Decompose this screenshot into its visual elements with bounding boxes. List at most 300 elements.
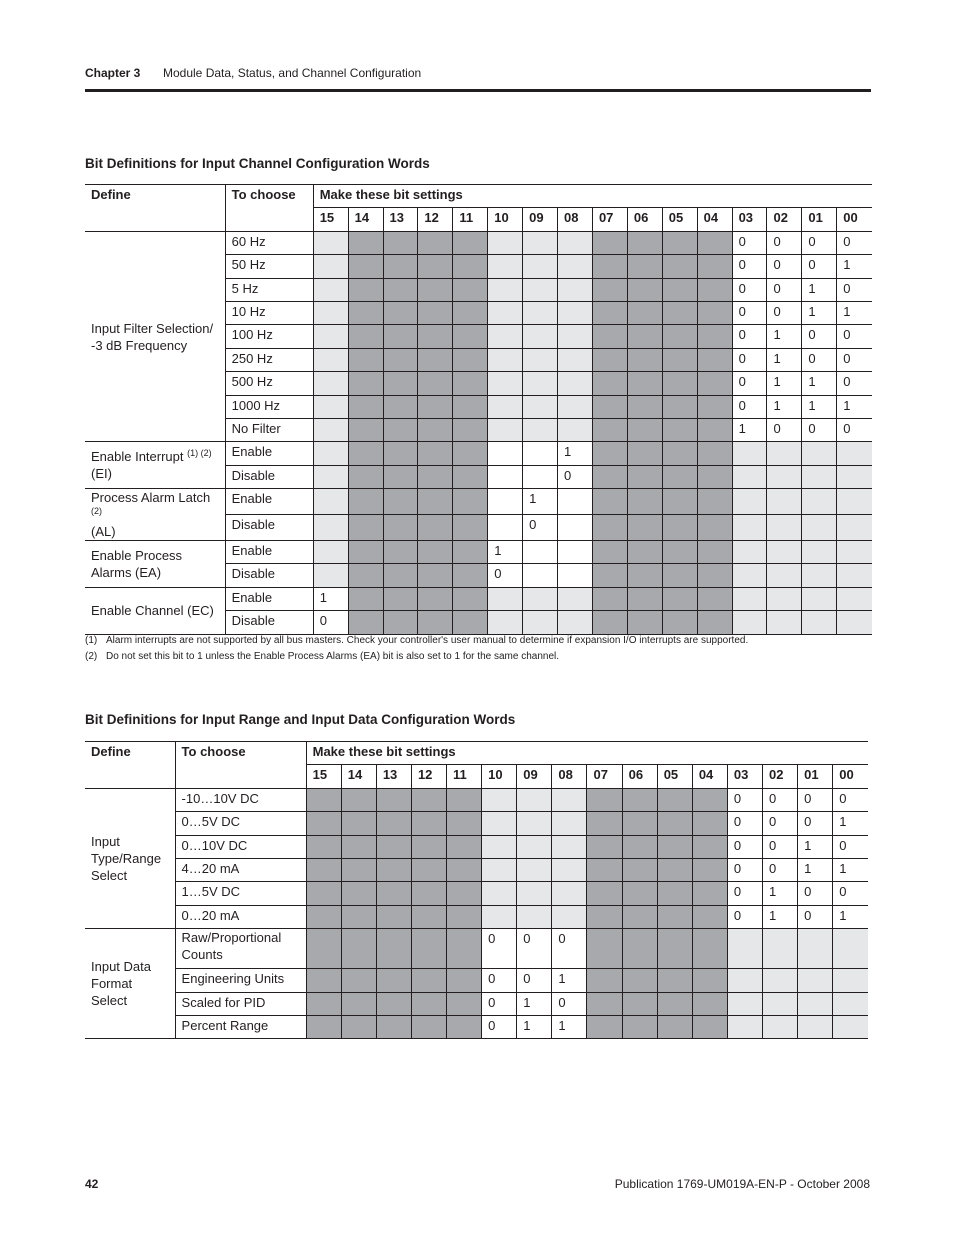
bit-header-03: 03 <box>727 765 762 788</box>
bit-cell <box>482 812 517 835</box>
bit-cell <box>411 929 446 969</box>
bit-cell: 0 <box>837 231 872 254</box>
bit-cell <box>383 541 418 564</box>
bit-cell <box>558 395 593 418</box>
page-number: 42 <box>85 1177 99 1191</box>
bit-cell: 0 <box>798 812 833 835</box>
bit-cell <box>802 465 837 488</box>
bit-cell: 1 <box>798 835 833 858</box>
bit-cell <box>313 541 348 564</box>
bit-cell <box>732 611 767 634</box>
bit-cell <box>662 541 697 564</box>
bit-cell <box>837 465 872 488</box>
footnote-2: (2) Do not set this bit to 1 unless the Enable Process Alarms (EA) bit is also set to 1 for the same channel. <box>85 651 560 662</box>
bit-header-01: 01 <box>798 765 833 788</box>
bit-cell <box>592 395 627 418</box>
bit-cell <box>732 541 767 564</box>
bit-cell <box>523 231 558 254</box>
bit-cell <box>348 564 383 587</box>
bit-cell <box>341 992 376 1015</box>
chapter-title: Module Data, Status, and Channel Configuration <box>163 66 422 80</box>
bit-cell <box>727 929 762 969</box>
table-row <box>85 788 868 811</box>
choose-cell: Enable <box>225 541 313 564</box>
table-row <box>85 882 868 905</box>
bit-cell: 1 <box>837 301 872 324</box>
bit-cell <box>313 395 348 418</box>
bit-cell <box>592 442 627 465</box>
bit-cell: 1 <box>488 541 523 564</box>
bit-cell <box>587 882 622 905</box>
table-row <box>85 587 872 610</box>
bit-cell <box>697 489 732 515</box>
choose-cell: Enable <box>225 442 313 465</box>
bit-cell <box>306 882 341 905</box>
bit-cell <box>657 905 692 928</box>
bit-cell <box>657 882 692 905</box>
bit-cell <box>802 564 837 587</box>
bit-cell <box>306 858 341 881</box>
bit-cell <box>587 929 622 969</box>
bit-header-00: 00 <box>837 208 872 231</box>
col-define-header: Define <box>85 742 175 789</box>
bit-cell <box>348 325 383 348</box>
bit-cell: 1 <box>802 372 837 395</box>
bit-cell <box>592 301 627 324</box>
bit-cell <box>313 372 348 395</box>
bit-cell: 0 <box>837 418 872 441</box>
bit-cell <box>418 442 453 465</box>
define-cell <box>85 788 175 928</box>
choose-cell: Disable <box>225 465 313 488</box>
table-row <box>85 905 868 928</box>
bit-cell <box>558 348 593 371</box>
col-choose-header: To choose <box>175 742 306 789</box>
define-cell <box>85 929 175 1039</box>
bit-cell: 0 <box>837 325 872 348</box>
bit-cell <box>587 992 622 1015</box>
bit-cell <box>523 255 558 278</box>
bit-cell <box>348 255 383 278</box>
bit-cell <box>348 418 383 441</box>
bit-header-09: 09 <box>517 765 552 788</box>
bit-cell <box>383 278 418 301</box>
bit-cell: 0 <box>798 882 833 905</box>
bit-cell <box>453 489 488 515</box>
bit-cell <box>453 395 488 418</box>
choose-cell: 10 Hz <box>225 301 313 324</box>
define-cell <box>85 587 225 634</box>
bit-cell <box>552 858 587 881</box>
bit-cell <box>798 1015 833 1038</box>
bit-cell <box>447 835 482 858</box>
bit-cell <box>453 611 488 634</box>
bit-cell <box>558 564 593 587</box>
bit-cell <box>837 564 872 587</box>
bit-cell <box>453 564 488 587</box>
bit-cell <box>592 418 627 441</box>
bit-cell <box>592 564 627 587</box>
choose-cell: Disable <box>225 515 313 541</box>
bit-cell <box>558 489 593 515</box>
bit-cell <box>558 515 593 541</box>
bit-cell: 1 <box>552 1015 587 1038</box>
bit-cell: 1 <box>833 812 868 835</box>
bit-header-04: 04 <box>697 208 732 231</box>
bit-cell <box>692 835 727 858</box>
bit-cell <box>482 835 517 858</box>
bit-cell: 0 <box>767 278 802 301</box>
bit-cell <box>488 465 523 488</box>
bit-cell <box>592 489 627 515</box>
bit-cell <box>517 812 552 835</box>
bit-cell <box>376 858 411 881</box>
bit-cell <box>697 465 732 488</box>
bit-cell <box>383 465 418 488</box>
bit-cell <box>552 812 587 835</box>
bit-cell: 0 <box>763 812 798 835</box>
bit-cell <box>727 969 762 992</box>
bit-cell <box>558 325 593 348</box>
bit-cell <box>657 969 692 992</box>
define-label: Input Data Format Select <box>91 959 151 1009</box>
bit-cell <box>482 858 517 881</box>
bit-cell <box>592 372 627 395</box>
bit-cell <box>411 835 446 858</box>
bit-cell <box>592 325 627 348</box>
bit-cell: 1 <box>523 489 558 515</box>
bit-cell <box>383 301 418 324</box>
bit-cell <box>558 278 593 301</box>
bit-cell <box>833 969 868 992</box>
bit-cell <box>313 465 348 488</box>
bit-cell <box>627 325 662 348</box>
choose-cell: 1000 Hz <box>225 395 313 418</box>
bit-cell: 0 <box>517 929 552 969</box>
bit-cell: 0 <box>802 255 837 278</box>
choose-cell: Percent Range <box>175 1015 306 1038</box>
bit-cell: 0 <box>517 969 552 992</box>
bit-header-00: 00 <box>833 765 868 788</box>
choose-cell: Engineering Units <box>175 969 306 992</box>
choose-cell: 0…20 mA <box>175 905 306 928</box>
bit-cell <box>453 541 488 564</box>
choose-cell: No Filter <box>225 418 313 441</box>
bit-cell <box>697 564 732 587</box>
bit-cell: 0 <box>798 905 833 928</box>
bit-cell <box>523 611 558 634</box>
bit-cell <box>341 905 376 928</box>
bit-cell <box>587 788 622 811</box>
choose-cell: Disable <box>225 564 313 587</box>
bit-cell: 1 <box>558 442 593 465</box>
bit-cell <box>376 812 411 835</box>
bit-cell <box>383 611 418 634</box>
bit-cell <box>622 905 657 928</box>
bit-cell <box>411 905 446 928</box>
bit-cell <box>447 858 482 881</box>
bit-cell <box>523 564 558 587</box>
bit-cell <box>411 812 446 835</box>
bit-cell: 0 <box>837 372 872 395</box>
bit-cell <box>348 587 383 610</box>
input-range-config-table <box>85 741 868 1039</box>
bit-header-08: 08 <box>552 765 587 788</box>
bit-cell <box>627 395 662 418</box>
bit-cell <box>348 465 383 488</box>
bit-cell <box>376 929 411 969</box>
bit-cell <box>447 788 482 811</box>
bit-cell <box>523 418 558 441</box>
bit-cell <box>767 564 802 587</box>
bit-cell: 0 <box>732 395 767 418</box>
bit-cell <box>523 587 558 610</box>
bit-cell <box>453 418 488 441</box>
bit-cell <box>488 587 523 610</box>
bit-cell <box>592 611 627 634</box>
bit-cell <box>662 348 697 371</box>
bit-cell <box>662 611 697 634</box>
bit-cell <box>376 992 411 1015</box>
bit-cell <box>383 372 418 395</box>
bit-cell <box>592 255 627 278</box>
bit-cell <box>341 788 376 811</box>
table-row <box>85 992 868 1015</box>
bit-cell <box>697 418 732 441</box>
bit-cell <box>622 788 657 811</box>
bit-cell <box>376 1015 411 1038</box>
bit-cell: 0 <box>727 882 762 905</box>
bit-cell <box>488 489 523 515</box>
bit-cell <box>627 564 662 587</box>
bit-cell <box>657 929 692 969</box>
bit-cell <box>482 882 517 905</box>
bit-cell <box>348 231 383 254</box>
bit-cell: 0 <box>798 788 833 811</box>
bit-cell <box>592 587 627 610</box>
bit-cell <box>662 587 697 610</box>
choose-cell: Scaled for PID <box>175 992 306 1015</box>
bit-cell <box>411 992 446 1015</box>
bit-cell <box>523 442 558 465</box>
bit-cell: 0 <box>482 1015 517 1038</box>
bit-cell <box>341 929 376 969</box>
bit-cell <box>558 301 593 324</box>
define-label: Input Filter Selection/ -3 dB Frequency <box>91 320 214 353</box>
bit-cell <box>313 278 348 301</box>
bit-cell <box>341 812 376 835</box>
bit-cell <box>767 611 802 634</box>
bit-cell <box>627 489 662 515</box>
bit-cell <box>657 788 692 811</box>
bit-cell <box>523 278 558 301</box>
bit-cell <box>306 1015 341 1038</box>
bit-cell <box>313 418 348 441</box>
bit-cell <box>488 611 523 634</box>
bit-header-11: 11 <box>453 208 488 231</box>
bit-cell: 0 <box>763 858 798 881</box>
bit-cell <box>592 515 627 541</box>
choose-cell: Enable <box>225 587 313 610</box>
choose-cell: Disable <box>225 611 313 634</box>
bit-cell <box>798 992 833 1015</box>
bit-cell <box>517 905 552 928</box>
bit-cell <box>383 348 418 371</box>
table-row <box>85 541 872 564</box>
bit-cell <box>697 231 732 254</box>
bit-cell <box>418 255 453 278</box>
define-cell <box>85 541 225 588</box>
bit-header-14: 14 <box>348 208 383 231</box>
bit-cell <box>662 564 697 587</box>
bit-cell <box>383 255 418 278</box>
bit-cell <box>587 1015 622 1038</box>
bit-cell <box>662 325 697 348</box>
bit-cell <box>662 301 697 324</box>
bit-cell <box>488 515 523 541</box>
bit-cell <box>306 812 341 835</box>
bit-cell <box>697 348 732 371</box>
bit-cell: 0 <box>837 348 872 371</box>
bit-cell <box>627 587 662 610</box>
table-row <box>85 969 868 992</box>
bit-cell <box>697 611 732 634</box>
bit-cell <box>447 992 482 1015</box>
table-row <box>85 812 868 835</box>
bit-cell <box>763 929 798 969</box>
bit-cell <box>488 325 523 348</box>
bit-cell <box>306 969 341 992</box>
bit-cell: 1 <box>517 992 552 1015</box>
bit-cell <box>798 969 833 992</box>
bit-cell <box>697 325 732 348</box>
table-row <box>85 835 868 858</box>
bit-cell <box>627 255 662 278</box>
bit-cell <box>763 992 798 1015</box>
bit-cell <box>767 515 802 541</box>
bit-cell <box>313 231 348 254</box>
bit-cell <box>592 278 627 301</box>
bit-cell <box>383 515 418 541</box>
bit-cell <box>692 969 727 992</box>
define-label: Enable Process Alarms (EA) <box>91 547 183 580</box>
table2-title: Bit Definitions for Input Range and Input Data Configuration Words <box>85 712 516 727</box>
table-row <box>85 231 872 254</box>
define-label: Enable Interrupt <box>91 449 184 465</box>
bit-cell: 0 <box>727 812 762 835</box>
choose-cell: 500 Hz <box>225 372 313 395</box>
bit-cell <box>837 541 872 564</box>
choose-cell: 5 Hz <box>225 278 313 301</box>
bit-cell <box>697 278 732 301</box>
bit-cell: 0 <box>732 348 767 371</box>
bit-cell <box>692 929 727 969</box>
bit-cell <box>348 515 383 541</box>
bit-cell <box>552 835 587 858</box>
bit-cell <box>622 882 657 905</box>
bit-cell <box>418 325 453 348</box>
bit-cell <box>763 969 798 992</box>
bit-cell <box>418 564 453 587</box>
bit-header-06: 06 <box>622 765 657 788</box>
bit-cell <box>376 788 411 811</box>
bit-cell: 0 <box>802 348 837 371</box>
bit-cell <box>592 231 627 254</box>
bit-cell <box>453 231 488 254</box>
table-row <box>85 1015 868 1038</box>
bit-cell <box>488 278 523 301</box>
bit-cell <box>376 835 411 858</box>
bit-cell: 0 <box>482 969 517 992</box>
bit-cell <box>376 969 411 992</box>
bit-cell: 0 <box>802 325 837 348</box>
footnote-ref: (1) (2) <box>187 448 212 459</box>
bit-cell <box>341 1015 376 1038</box>
bit-cell <box>348 348 383 371</box>
bit-cell: 1 <box>517 1015 552 1038</box>
bit-cell <box>592 465 627 488</box>
bit-cell: 0 <box>802 418 837 441</box>
bit-cell: 1 <box>837 395 872 418</box>
bit-cell <box>313 442 348 465</box>
bit-header-10: 10 <box>482 765 517 788</box>
bit-cell <box>697 541 732 564</box>
bit-cell <box>341 858 376 881</box>
table-row <box>85 442 872 465</box>
bit-cell <box>376 905 411 928</box>
bit-cell <box>453 465 488 488</box>
bit-cell <box>662 442 697 465</box>
bit-cell <box>727 992 762 1015</box>
bit-cell <box>383 489 418 515</box>
bit-cell <box>692 1015 727 1038</box>
bit-cell: 1 <box>767 372 802 395</box>
bit-cell <box>558 587 593 610</box>
bit-cell <box>383 395 418 418</box>
bit-cell <box>383 418 418 441</box>
bit-cell <box>313 489 348 515</box>
bit-cell <box>411 882 446 905</box>
bit-cell <box>662 489 697 515</box>
bit-cell: 1 <box>837 255 872 278</box>
bit-cell <box>453 301 488 324</box>
bit-cell: 0 <box>482 992 517 1015</box>
bit-cell: 1 <box>798 858 833 881</box>
bit-cell <box>418 541 453 564</box>
bit-cell: 0 <box>488 564 523 587</box>
bit-cell <box>692 992 727 1015</box>
footnote-ref: (2) <box>91 506 102 517</box>
bit-cell <box>517 858 552 881</box>
bit-cell <box>697 515 732 541</box>
choose-cell: 0…10V DC <box>175 835 306 858</box>
bit-cell <box>488 395 523 418</box>
bit-cell <box>341 835 376 858</box>
bit-cell <box>627 442 662 465</box>
bit-cell <box>692 858 727 881</box>
bit-cell <box>802 442 837 465</box>
bit-cell <box>523 372 558 395</box>
bit-cell: 0 <box>558 465 593 488</box>
bit-cell <box>622 858 657 881</box>
bit-cell: 1 <box>833 905 868 928</box>
bit-cell <box>313 301 348 324</box>
bit-cell <box>627 348 662 371</box>
bit-cell <box>523 395 558 418</box>
bit-cell <box>447 882 482 905</box>
bit-cell <box>453 325 488 348</box>
bit-cell <box>697 255 732 278</box>
